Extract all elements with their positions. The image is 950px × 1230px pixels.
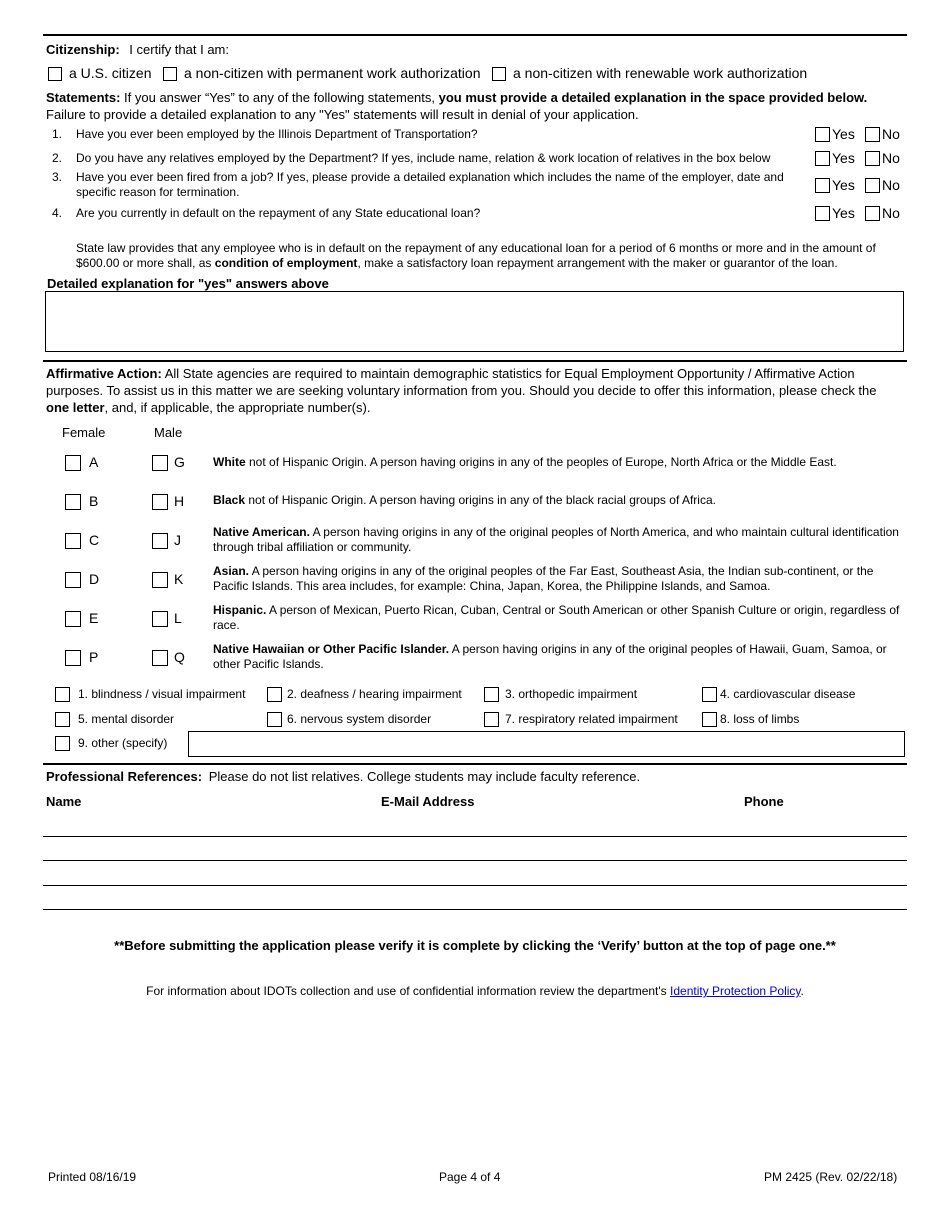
disability-6-checkbox[interactable] [267, 712, 282, 727]
question-1-text: Have you ever been employed by the Illinois Department of Transportation? [76, 127, 478, 141]
group-white-description [213, 455, 908, 470]
statements-intro [46, 89, 906, 123]
disability-6-label: 6. nervous system disorder [287, 712, 432, 726]
question-4-text: Are you currently in default on the repayment of any State educational loan? [76, 206, 481, 220]
disability-4-checkbox[interactable] [702, 687, 717, 702]
group-hispanic-title: Hispanic. [213, 603, 267, 617]
group-hispanic-description [213, 603, 908, 633]
group-q-letter: Q [174, 649, 185, 665]
references-email-header: E-Mail Address [381, 794, 475, 809]
disability-3-checkbox[interactable] [484, 687, 499, 702]
statements-intro-rest: Failure to provide a detailed explanation to any "Yes" statements will result in denial of your application. [46, 107, 639, 122]
disability-5-checkbox[interactable] [55, 712, 70, 727]
references-label: Professional References: [46, 769, 203, 784]
group-black-text: not of Hispanic Origin. A person having origins in any of the black racial groups of Africa. [245, 493, 716, 507]
question-3-yes-label: Yes [832, 177, 855, 193]
permanent-authorization-checkbox[interactable] [163, 67, 177, 81]
statements-intro-bold: you must provide a detailed explanation in the space provided below. [438, 90, 868, 105]
group-asian-text: A person having origins in any of the original peoples of the Far East, Southeast Asia, the Indian sub-continent, or the Pacific Islands. This area includes, for example: China, Japan, Korea, the Philippine Islands, and Samoa. [213, 564, 874, 593]
disability-4-label: 4. cardiovascular disease [720, 687, 856, 701]
top-rule [43, 34, 907, 36]
disability-7-checkbox[interactable] [484, 712, 499, 727]
question-1-yes-checkbox[interactable] [815, 127, 830, 142]
female-column-label: Female [62, 425, 106, 440]
group-native-american-text: A person having origins in any of the original peoples of North America, and who maintain cultural identification through tribal affiliation or community. [213, 525, 899, 554]
citizenship-heading [46, 42, 229, 57]
question-1-no-checkbox[interactable] [865, 127, 880, 142]
group-p-checkbox[interactable] [65, 650, 81, 666]
group-pacific-islander-text: A person having origins in any of the original peoples of Hawaii, Guam, Samoa, or other Pacific Islands. [213, 642, 887, 671]
question-3-text: Have you ever been fired from a job? If yes, please provide a detailed explanation which includes the name of the employer, date and specific reason for termination. [76, 170, 784, 199]
affirmative-intro [46, 365, 901, 416]
group-h-letter: H [174, 493, 185, 509]
reference-line-3 [43, 885, 907, 886]
references-name-header: Name [46, 794, 82, 809]
question-4-number: 4. [52, 206, 63, 220]
group-pacific-islander-description [213, 642, 908, 672]
affirmative-text-bold: one letter [46, 400, 105, 415]
page-number: Page 4 of 4 [439, 1170, 501, 1184]
group-e-letter: E [89, 610, 99, 626]
state-law-notice [76, 241, 901, 271]
references-text: Please do not list relatives. College students may include faculty reference. [208, 769, 641, 784]
question-4-no-checkbox[interactable] [865, 206, 880, 221]
group-pacific-islander-title: Native Hawaiian or Other Pacific Islander. [213, 642, 450, 656]
question-3-no-label: No [882, 177, 900, 193]
reference-row-2[interactable] [43, 837, 907, 860]
group-b-letter: B [89, 493, 99, 509]
group-q-checkbox[interactable] [152, 650, 168, 666]
disability-2-label: 2. deafness / hearing impairment [287, 687, 462, 701]
group-native-american-description [213, 525, 908, 555]
question-2-no-checkbox[interactable] [865, 151, 880, 166]
us-citizen-checkbox[interactable] [48, 67, 62, 81]
question-2-text: Do you have any relatives employed by the Department? If yes, include name, relation & work location of relatives in the box below [76, 151, 771, 165]
question-3-no-checkbox[interactable] [865, 178, 880, 193]
group-j-checkbox[interactable] [152, 533, 168, 549]
group-asian-title: Asian. [213, 564, 250, 578]
permanent-authorization-label: a non-citizen with permanent work authorization [184, 65, 481, 81]
explanation-label: Detailed explanation for "yes" answers above [47, 276, 329, 291]
affirmative-text: All State agencies are required to maintain demographic statistics for Equal Employment Opportunity / Affirmative Action purposes. To assist us in this matter we are seeking voluntary information from you. Should you decide to offer this information, please check the [46, 366, 877, 398]
group-g-letter: G [174, 454, 185, 470]
male-column-label: Male [154, 425, 183, 440]
other-disability-field[interactable] [188, 731, 905, 757]
references-phone-header: Phone [744, 794, 784, 809]
identity-protection-policy-link[interactable]: Identity Protection Policy [670, 984, 801, 998]
group-black-description [213, 493, 908, 508]
state-law-text: State law provides that any employee who is in default on the repayment of any educational loan for a period of 6 months or more and in the amount of $600.00 or more shall, as [76, 241, 876, 270]
citizenship-label: Citizenship: [46, 42, 120, 57]
statements-label: Statements: [46, 90, 121, 105]
question-3-number: 3. [52, 170, 63, 184]
disability-1-label: 1. blindness / visual impairment [78, 687, 246, 701]
group-a-checkbox[interactable] [65, 455, 81, 471]
reference-row-1[interactable] [43, 812, 907, 836]
question-1-yes-label: Yes [832, 126, 855, 142]
group-e-checkbox[interactable] [65, 611, 81, 627]
group-c-letter: C [89, 532, 100, 548]
group-j-letter: J [174, 532, 181, 548]
question-4-yes-checkbox[interactable] [815, 206, 830, 221]
group-p-letter: P [89, 649, 99, 665]
disability-3-label: 3. orthopedic impairment [505, 687, 638, 701]
group-asian-description [213, 564, 908, 594]
question-1-number: 1. [52, 127, 63, 141]
policy-text-after: . [800, 984, 804, 998]
state-law-bold: condition of employment [214, 256, 358, 270]
question-4-no-label: No [882, 205, 900, 221]
us-citizen-label: a U.S. citizen [69, 65, 152, 81]
question-2-yes-checkbox[interactable] [815, 151, 830, 166]
group-native-american-title: Native American. [213, 525, 310, 539]
group-d-checkbox[interactable] [65, 572, 81, 588]
question-3-yes-checkbox[interactable] [815, 178, 830, 193]
renewable-authorization-label: a non-citizen with renewable work authorization [513, 65, 808, 81]
group-d-letter: D [89, 571, 100, 587]
disability-9-checkbox[interactable] [55, 736, 70, 751]
group-k-checkbox[interactable] [152, 572, 168, 588]
question-2-number: 2. [52, 151, 63, 165]
policy-text: For information about IDOTs collection and use of confidential information review the department's [146, 984, 671, 998]
statements-intro-text: If you answer “Yes” to any of the following statements, [124, 90, 436, 105]
reference-row-3[interactable] [43, 861, 907, 885]
disability-8-checkbox[interactable] [702, 712, 717, 727]
question-1-no-label: No [882, 126, 900, 142]
group-b-checkbox[interactable] [65, 494, 81, 510]
question-4-yes-label: Yes [832, 205, 855, 221]
references-intro [46, 769, 640, 784]
question-2-no-label: No [882, 150, 900, 166]
group-l-checkbox[interactable] [152, 611, 168, 627]
group-k-letter: K [174, 571, 184, 587]
affirmative-rule [43, 360, 907, 362]
form-number: PM 2425 (Rev. 02/22/18) [764, 1170, 898, 1184]
disability-2-checkbox[interactable] [267, 687, 282, 702]
group-g-checkbox[interactable] [152, 455, 168, 471]
question-2-yes-label: Yes [832, 150, 855, 166]
group-c-checkbox[interactable] [65, 533, 81, 549]
disability-5-label: 5. mental disorder [78, 712, 175, 726]
group-a-letter: A [89, 454, 99, 470]
disability-9-label: 9. other (specify) [78, 736, 168, 750]
citizenship-intro: I certify that I am: [129, 42, 229, 57]
verify-notice: **Before submitting the application please verify it is complete by clicking the ‘Verify’ button at the top of page one.** [114, 938, 836, 953]
affirmative-text-after: , and, if applicable, the appropriate number(s). [104, 400, 371, 415]
references-rule [43, 763, 907, 765]
reference-line-4 [43, 909, 907, 910]
identity-policy-line [0, 984, 950, 998]
explanation-textbox[interactable] [45, 291, 904, 352]
printed-date: Printed 08/16/19 [48, 1170, 137, 1184]
disability-1-checkbox[interactable] [55, 687, 70, 702]
group-l-letter: L [174, 610, 182, 626]
state-law-text-after: , make a satisfactory loan repayment arrangement with the maker or guarantor of the loan. [357, 256, 838, 270]
group-white-text: not of Hispanic Origin. A person having origins in any of the peoples of Europe, North Africa or the Middle East. [245, 455, 837, 469]
disability-8-label: 8. loss of limbs [720, 712, 800, 726]
renewable-authorization-checkbox[interactable] [492, 67, 506, 81]
group-h-checkbox[interactable] [152, 494, 168, 510]
group-black-title: Black [213, 493, 246, 507]
affirmative-label: Affirmative Action: [46, 366, 162, 381]
disability-7-label: 7. respiratory related impairment [505, 712, 678, 726]
group-white-title: White [213, 455, 246, 469]
group-hispanic-text: A person of Mexican, Puerto Rican, Cuban, Central or South American or other Spanish Culture or origin, regardless of race. [213, 603, 900, 632]
